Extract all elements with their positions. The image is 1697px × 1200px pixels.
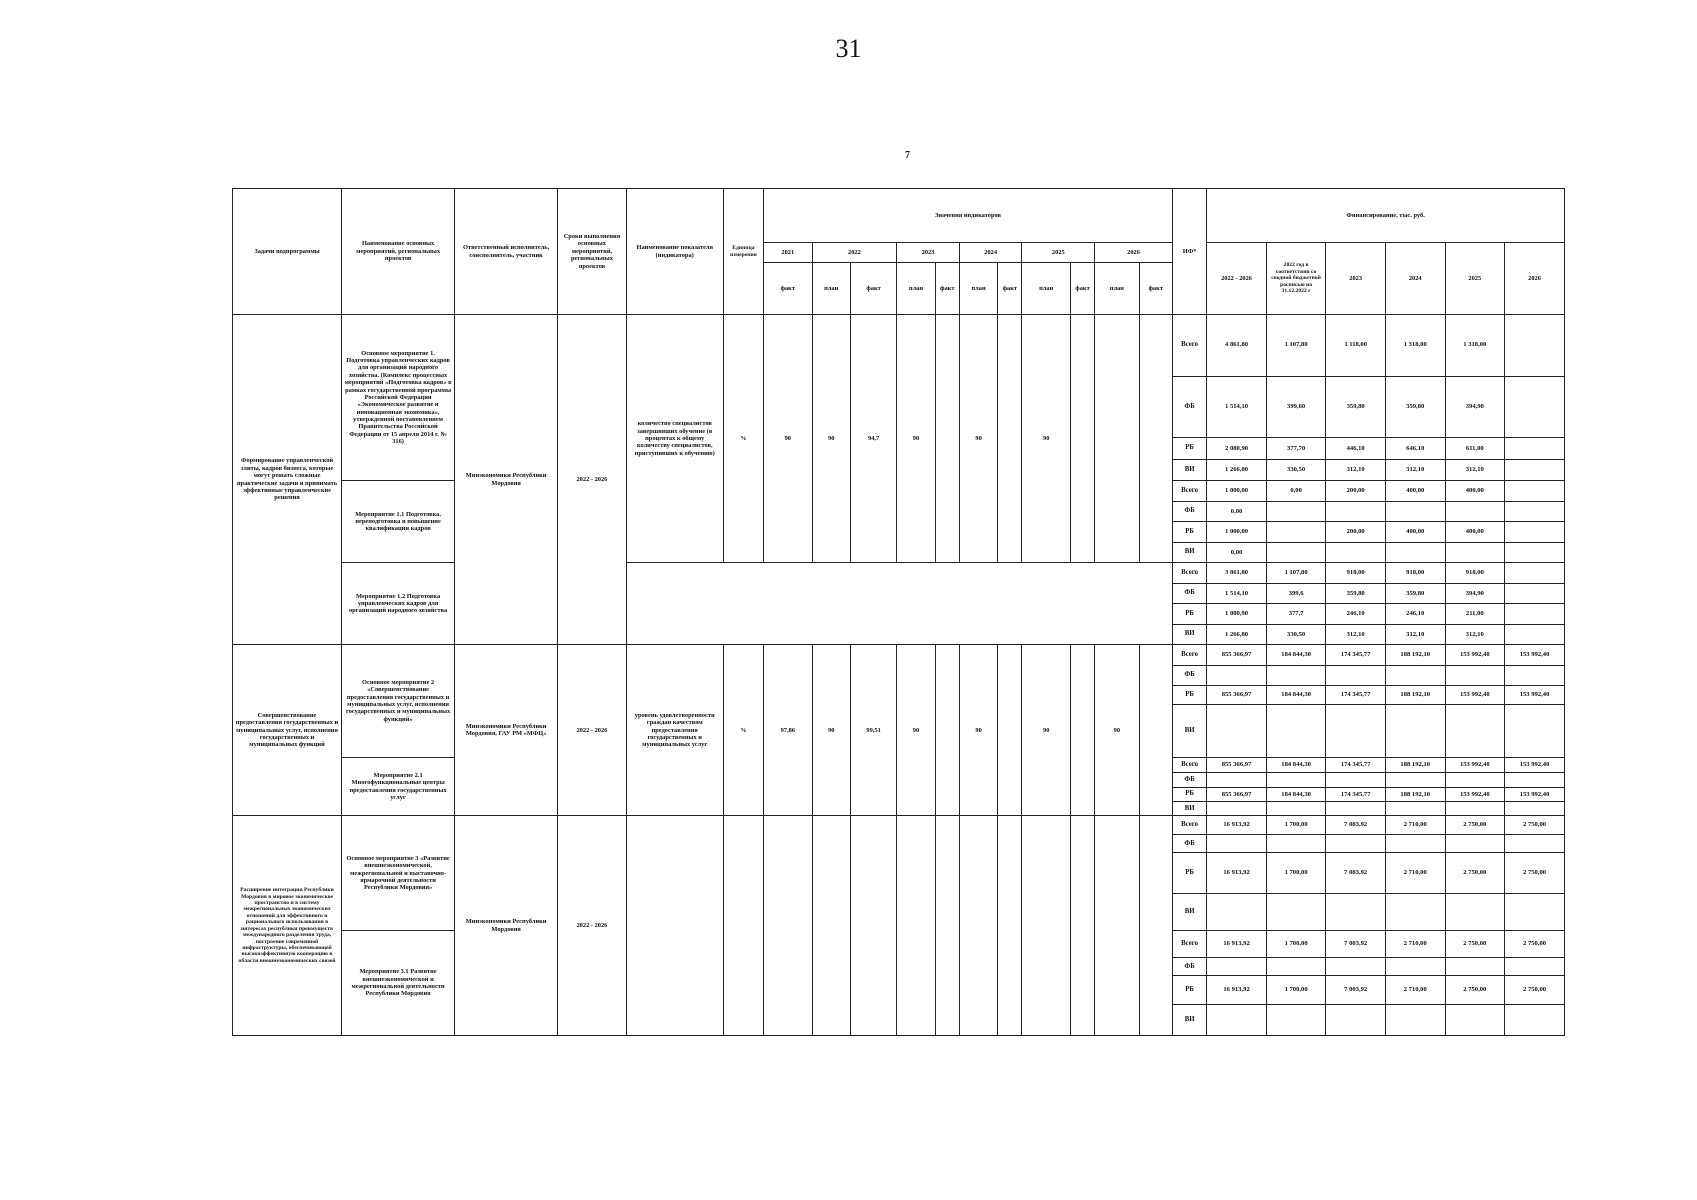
fin-value-cell: 211,00 [1445, 604, 1505, 625]
unit-cell: % [723, 315, 763, 563]
fin-value-cell [1326, 665, 1386, 686]
fin-value-cell: 394,90 [1445, 376, 1505, 438]
fin-value-cell [1445, 957, 1505, 975]
indicator-value-cell [935, 816, 959, 1036]
fin-value-cell: 174 345,77 [1326, 757, 1386, 772]
fin-value-cell [1505, 501, 1565, 522]
fin-value-cell [1326, 542, 1386, 563]
fin-value-cell: 174 345,77 [1326, 645, 1386, 666]
fin-value-cell [1207, 894, 1267, 931]
fin-value-cell: 377,7 [1266, 604, 1326, 625]
fin-value-cell: 2 710,00 [1385, 931, 1445, 958]
fin-value-cell [1207, 704, 1267, 757]
fin-value-cell: 2 750,00 [1445, 976, 1505, 1005]
indicator-value-cell [1139, 816, 1172, 1036]
fin-value-cell: 400,00 [1385, 522, 1445, 543]
indicator-cell: уровень удовлетворенности граждан качеством предоставления государственных и муниципальных услуг [626, 645, 723, 816]
fin-value-cell: 7 003,92 [1326, 853, 1386, 894]
indicator-value-cell [998, 816, 1022, 1036]
fin-value-cell [1505, 604, 1565, 625]
indicator-value-cell: 90 [1095, 645, 1139, 816]
fin-value-cell [1266, 501, 1326, 522]
fin-value-cell [1445, 894, 1505, 931]
fin-value-cell: 153 992,40 [1445, 787, 1505, 801]
fin-value-cell [1266, 957, 1326, 975]
page-number: 31 [835, 34, 862, 63]
fin-value-cell: 1 080,90 [1207, 604, 1267, 625]
fin-value-cell [1385, 501, 1445, 522]
fin-value-cell [1326, 957, 1386, 975]
fin-value-cell: 1 118,00 [1326, 315, 1386, 377]
indicator-value-cell [850, 816, 896, 1036]
fin-value-cell: 174 345,77 [1326, 686, 1386, 704]
fin-value-cell: 399,60 [1266, 376, 1326, 438]
fin-value-cell [1207, 665, 1267, 686]
activity-cell: Основное мероприятие 3 «Развитие внешнеэкономической, межрегиональной и выставочно-ярмарочной деятельности Республики Мордовия» [342, 816, 455, 931]
col-task: Задачи подпрограммы [233, 189, 342, 315]
source-cell: ФБ [1172, 376, 1206, 438]
table-row [233, 563, 1565, 584]
fin-col-total: 2022 - 2026 [1207, 243, 1267, 315]
fin-value-cell: 16 913,92 [1207, 976, 1267, 1005]
fin-value-cell: 1 700,00 [1266, 931, 1326, 958]
fin-value-cell: 312,10 [1326, 624, 1386, 645]
fin-value-cell: 1 700,00 [1266, 853, 1326, 894]
fin-value-cell: 312,10 [1326, 459, 1386, 481]
fin-value-cell [1505, 542, 1565, 563]
source-cell: РБ [1172, 976, 1206, 1005]
fin-col-2024: 2024 [1385, 243, 1445, 315]
col-activity: Наименование основных мероприятий, региональных проектов [342, 189, 455, 315]
activity-cell: Мероприятие 2.1 Многофункциональные центры предоставления государственных услуг [342, 757, 455, 815]
fin-value-cell [1207, 834, 1267, 852]
fin-value-cell: 153 992,40 [1505, 757, 1565, 772]
fin-col-2025: 2025 [1445, 243, 1505, 315]
fin-value-cell: 1 266,80 [1207, 624, 1267, 645]
source-cell: РБ [1172, 604, 1206, 625]
fin-value-cell [1505, 459, 1565, 481]
period-cell: 2022 - 2026 [558, 816, 627, 1036]
fin-value-cell [1385, 542, 1445, 563]
source-cell: ВИ [1172, 624, 1206, 645]
fin-value-cell [1445, 501, 1505, 522]
fin-value-cell [1505, 563, 1565, 584]
fin-value-cell [1505, 801, 1565, 815]
source-cell: ФБ [1172, 957, 1206, 975]
fin-value-cell: 2 750,00 [1505, 853, 1565, 894]
indicator-value-cell [998, 315, 1022, 563]
fin-value-cell: 2 750,00 [1505, 931, 1565, 958]
fin-value-cell [1266, 894, 1326, 931]
fin-value-cell: 0,00 [1207, 501, 1267, 522]
sub-plan: план [812, 263, 850, 315]
fin-value-cell [1385, 665, 1445, 686]
fin-value-cell [1385, 801, 1445, 815]
fin-value-cell [1505, 957, 1565, 975]
program-table [232, 188, 1565, 1036]
fin-value-cell [1266, 834, 1326, 852]
indicator-value-cell [812, 816, 850, 1036]
fin-value-cell [1326, 1004, 1386, 1035]
activity-cell: Мероприятие 1.1 Подготовка, переподготовка и повышение квалификации кадров [342, 481, 455, 563]
fin-value-cell [1445, 773, 1505, 787]
indicator-value-cell: 90 [812, 645, 850, 816]
fin-value-cell [1385, 957, 1445, 975]
indicator-value-cell: 90 [1022, 645, 1070, 816]
unit-cell: % [723, 645, 763, 816]
fin-value-cell [1326, 704, 1386, 757]
indicator-cell: количество специалистов завершивших обучение (в процентах к общему количеству специалистов, приступивших к обучению) [626, 315, 723, 563]
fin-value-cell [1445, 704, 1505, 757]
fin-value-cell: 4 861,80 [1207, 315, 1267, 377]
fin-value-cell: 312,10 [1385, 459, 1445, 481]
fin-value-cell: 184 844,30 [1266, 686, 1326, 704]
fin-value-cell [1505, 438, 1565, 460]
fin-value-cell [1505, 481, 1565, 502]
fin-value-cell: 394,90 [1445, 583, 1505, 604]
fin-value-cell: 188 192,10 [1385, 757, 1445, 772]
fin-value-cell: 153 992,40 [1505, 645, 1565, 666]
indicator-value-cell: 90 [959, 315, 997, 563]
fin-value-cell [1207, 801, 1267, 815]
fin-value-cell: 855 366,97 [1207, 787, 1267, 801]
fin-value-cell [1266, 522, 1326, 543]
fin-value-cell: 399,6 [1266, 583, 1326, 604]
fin-value-cell: 153 992,40 [1445, 645, 1505, 666]
source-cell: РБ [1172, 787, 1206, 801]
source-cell: Всего [1172, 645, 1206, 666]
fin-value-cell: 153 992,40 [1505, 787, 1565, 801]
indicator-value-cell: 90 [897, 315, 935, 563]
col-executor: Ответственный исполнитель, соисполнитель, участник [455, 189, 558, 315]
fin-value-cell [1207, 773, 1267, 787]
fin-value-cell: 1 107,80 [1266, 315, 1326, 377]
indicator-value-cell [1139, 315, 1172, 563]
fin-value-cell: 2 710,00 [1385, 816, 1445, 834]
indicator-cell [626, 816, 723, 1036]
fin-value-cell: 855 366,97 [1207, 645, 1267, 666]
fin-value-cell [1385, 1004, 1445, 1035]
fin-value-cell: 7 003,92 [1326, 931, 1386, 958]
fin-value-cell: 400,00 [1445, 522, 1505, 543]
year-2023: 2023 [897, 243, 960, 263]
fin-value-cell: 330,50 [1266, 459, 1326, 481]
fin-value-cell: 2 750,00 [1505, 976, 1565, 1005]
fin-value-cell: 0,00 [1266, 481, 1326, 502]
fin-value-cell [1505, 522, 1565, 543]
fin-value-cell: 312,10 [1385, 624, 1445, 645]
fin-value-cell [1505, 894, 1565, 931]
source-cell: РБ [1172, 853, 1206, 894]
source-cell: РБ [1172, 686, 1206, 704]
indicator-value-cell [1095, 816, 1139, 1036]
fin-value-cell: 312,10 [1445, 459, 1505, 481]
fin-value-cell [1445, 834, 1505, 852]
indicator-value-cell [1070, 645, 1094, 816]
task-cell: Формирование управленческой элиты, кадров бизнеса, которые могут решать сложные практические задачи и принимать эффективные управленческие решения [233, 315, 342, 645]
col-period: Сроки выполнения основных мероприятий, региональных проектов [558, 189, 627, 315]
fin-value-cell: 1 266,80 [1207, 459, 1267, 481]
sub-fact: факт [764, 263, 812, 315]
source-cell: ФБ [1172, 501, 1206, 522]
fin-value-cell: 7 003,92 [1326, 816, 1386, 834]
source-cell: Всего [1172, 931, 1206, 958]
sub-plan: план [1095, 263, 1139, 315]
source-cell: ФБ [1172, 665, 1206, 686]
fin-value-cell: 400,00 [1385, 481, 1445, 502]
empty-cell [626, 563, 1172, 645]
source-cell: РБ [1172, 522, 1206, 543]
table-header [233, 189, 1565, 315]
fin-value-cell: 184 844,30 [1266, 787, 1326, 801]
indicator-value-cell: 90 [812, 315, 850, 563]
indicator-value-cell [935, 645, 959, 816]
source-cell: ФБ [1172, 773, 1206, 787]
fin-value-cell: 246,10 [1326, 604, 1386, 625]
year-2025: 2025 [1022, 243, 1095, 263]
table-row [233, 816, 1565, 834]
fin-value-cell: 188 192,10 [1385, 787, 1445, 801]
indicator-value-cell: 90 [959, 645, 997, 816]
fin-value-cell: 918,00 [1326, 563, 1386, 584]
fin-value-cell: 312,10 [1445, 624, 1505, 645]
col-unit: Единица измерения [723, 189, 763, 315]
fin-value-cell: 153 992,40 [1445, 686, 1505, 704]
fin-value-cell [1505, 624, 1565, 645]
fin-value-cell: 1 700,00 [1266, 816, 1326, 834]
col-financing: Финансирование, тыс. руб. [1207, 189, 1565, 243]
source-cell: ВИ [1172, 704, 1206, 757]
fin-value-cell: 855 366,97 [1207, 686, 1267, 704]
activity-cell: Мероприятие 1.2 Подготовка управленческих кадров для организаций народного хозяйства [342, 563, 455, 645]
fin-col-2023: 2023 [1326, 243, 1386, 315]
indicator-value-cell [1070, 816, 1094, 1036]
fin-value-cell [1207, 1004, 1267, 1035]
fin-value-cell: 855 366,97 [1207, 757, 1267, 772]
source-cell: РБ [1172, 438, 1206, 460]
fin-value-cell: 918,00 [1445, 563, 1505, 584]
year-2026: 2026 [1095, 243, 1173, 263]
fin-value-cell: 1 107,80 [1266, 563, 1326, 584]
fin-value-cell: 446,10 [1326, 438, 1386, 460]
fin-value-cell: 330,50 [1266, 624, 1326, 645]
fin-value-cell [1505, 1004, 1565, 1035]
period-cell: 2022 - 2026 [558, 315, 627, 645]
fin-value-cell [1385, 773, 1445, 787]
col-source: ИФ* [1172, 189, 1206, 315]
fin-value-cell: 1 318,00 [1445, 315, 1505, 377]
fin-value-cell: 188 192,10 [1385, 645, 1445, 666]
fin-value-cell [1505, 665, 1565, 686]
task-cell: Совершенствование предоставления государственных и муниципальных услуг, исполнения государственных и муниципальных функций [233, 645, 342, 816]
fin-value-cell [1266, 704, 1326, 757]
executor-cell: Минэкономики Республики Мордовия, ГАУ РМ «МФЦ» [455, 645, 558, 816]
fin-value-cell [1505, 315, 1565, 377]
table-row [233, 645, 1565, 666]
fin-value-cell [1326, 801, 1386, 815]
col-indicator: Наименование показателя (индикатора) [626, 189, 723, 315]
fin-value-cell [1266, 773, 1326, 787]
fin-value-cell [1266, 542, 1326, 563]
indicator-value-cell [959, 816, 997, 1036]
fin-value-cell: 188 192,10 [1385, 686, 1445, 704]
fin-value-cell: 2 750,00 [1445, 816, 1505, 834]
fin-value-cell [1385, 704, 1445, 757]
fin-value-cell: 153 992,40 [1505, 686, 1565, 704]
source-cell: ВИ [1172, 1004, 1206, 1035]
sub-plan: план [897, 263, 935, 315]
sub-page-number: 7 [905, 150, 910, 161]
fin-value-cell [1326, 501, 1386, 522]
fin-value-cell [1445, 542, 1505, 563]
indicator-value-cell [935, 315, 959, 563]
fin-value-cell [1445, 1004, 1505, 1035]
fin-value-cell [1266, 801, 1326, 815]
source-cell: ВИ [1172, 542, 1206, 563]
source-cell: ФБ [1172, 834, 1206, 852]
fin-value-cell [1445, 801, 1505, 815]
fin-value-cell: 400,00 [1445, 481, 1505, 502]
fin-value-cell [1505, 834, 1565, 852]
fin-value-cell [1505, 773, 1565, 787]
table-row [233, 315, 1565, 377]
fin-value-cell: 2 750,00 [1505, 816, 1565, 834]
activity-cell: Основное мероприятие 2 «Совершенствование предоставления государственных и муниципальных услуг, исполнения государственных и муниципальных функций» [342, 645, 455, 758]
source-cell: Всего [1172, 816, 1206, 834]
source-cell: ВИ [1172, 459, 1206, 481]
sub-fact: факт [1139, 263, 1172, 315]
source-cell: Всего [1172, 563, 1206, 584]
source-cell: Всего [1172, 315, 1206, 377]
indicator-value-cell [1139, 645, 1172, 816]
fin-value-cell: 174 345,77 [1326, 787, 1386, 801]
fin-value-cell [1385, 894, 1445, 931]
fin-value-cell: 1 000,00 [1207, 522, 1267, 543]
year-2022: 2022 [812, 243, 897, 263]
fin-value-cell: 153 992,40 [1445, 757, 1505, 772]
sub-fact: факт [1070, 263, 1094, 315]
fin-value-cell: 16 913,92 [1207, 853, 1267, 894]
sub-plan: план [959, 263, 997, 315]
fin-value-cell [1385, 834, 1445, 852]
source-cell: Всего [1172, 757, 1206, 772]
fin-value-cell [1445, 665, 1505, 686]
indicator-value-cell: 97,86 [764, 645, 812, 816]
fin-value-cell [1266, 665, 1326, 686]
fin-value-cell: 2 710,00 [1385, 976, 1445, 1005]
source-cell: ВИ [1172, 894, 1206, 931]
fin-value-cell [1326, 894, 1386, 931]
sub-fact: факт [935, 263, 959, 315]
fin-value-cell: 646,10 [1385, 438, 1445, 460]
source-cell: ФБ [1172, 583, 1206, 604]
activity-cell: Мероприятие 3.1 Развитие внешнеэкономической и межрегиональной деятельности Республики Мордовия [342, 931, 455, 1036]
fin-value-cell [1326, 773, 1386, 787]
indicator-value-cell [1022, 816, 1070, 1036]
sub-fact: факт [850, 263, 896, 315]
fin-value-cell: 611,00 [1445, 438, 1505, 460]
indicator-value-cell [1070, 315, 1094, 563]
fin-value-cell [1326, 834, 1386, 852]
indicator-value-cell [998, 645, 1022, 816]
year-2024: 2024 [959, 243, 1022, 263]
activity-cell: Основное мероприятие 1. Подготовка управленческих кадров для организаций народного хозяйства. (Комплекс процессных мероприятий «Подготовка кадров» в рамках государственной программы Российской Федерации «Экономическое развитие и инновационная экономика», утвержденной постановлением Правительства Российской Федерации от 15 апреля 2014 г. № 316) [342, 315, 455, 481]
source-cell: ВИ [1172, 801, 1206, 815]
fin-value-cell: 200,00 [1326, 522, 1386, 543]
table-body [233, 315, 1565, 1036]
indicator-value-cell: 94,7 [850, 315, 896, 563]
fin-value-cell: 359,80 [1326, 583, 1386, 604]
fin-value-cell: 1 514,10 [1207, 376, 1267, 438]
fin-value-cell: 16 913,92 [1207, 931, 1267, 958]
source-cell: Всего [1172, 481, 1206, 502]
fin-value-cell: 918,00 [1385, 563, 1445, 584]
period-cell: 2022 - 2026 [558, 645, 627, 816]
year-2021: 2021 [764, 243, 812, 263]
fin-value-cell: 0,00 [1207, 542, 1267, 563]
fin-value-cell [1505, 704, 1565, 757]
fin-value-cell: 359,80 [1326, 376, 1386, 438]
fin-value-cell: 184 844,30 [1266, 757, 1326, 772]
fin-value-cell: 246,10 [1385, 604, 1445, 625]
indicator-value-cell: 90 [897, 645, 935, 816]
fin-value-cell: 1 700,00 [1266, 976, 1326, 1005]
sub-fact: факт [998, 263, 1022, 315]
indicator-value-cell [897, 816, 935, 1036]
fin-value-cell: 2 710,00 [1385, 853, 1445, 894]
fin-value-cell: 1 318,00 [1385, 315, 1445, 377]
fin-value-cell: 377,70 [1266, 438, 1326, 460]
fin-value-cell: 2 750,00 [1445, 853, 1505, 894]
indicator-value-cell: 90 [764, 315, 812, 563]
fin-value-cell: 359,80 [1385, 376, 1445, 438]
task-cell: Расширение интеграции Республики Мордовия в мировое экономическое пространство и в систему межрегиональных экономических отношений для эффективного и рационального использования в интересах республики преимуществ международного разделения труда, построение современной инфраструктуры, обеспечивающей высокоэффективную кооперацию в области внешнеэкономических связей [233, 816, 342, 1036]
fin-col-2026: 2026 [1505, 243, 1565, 315]
fin-value-cell: 16 913,92 [1207, 816, 1267, 834]
fin-value-cell: 2 080,90 [1207, 438, 1267, 460]
executor-cell: Минэкономики Республики Мордовия [455, 315, 558, 645]
executor-cell: Минэкономики Республики Мордовия [455, 816, 558, 1036]
indicator-value-cell [1095, 315, 1139, 563]
col-indicator-values: Значения индикаторов [764, 189, 1173, 243]
indicator-value-cell: 90 [1022, 315, 1070, 563]
fin-value-cell: 184 844,30 [1266, 645, 1326, 666]
fin-value-cell: 7 003,92 [1326, 976, 1386, 1005]
fin-value-cell: 359,80 [1385, 583, 1445, 604]
indicator-value-cell [764, 816, 812, 1036]
fin-value-cell: 2 750,00 [1445, 931, 1505, 958]
fin-value-cell [1266, 1004, 1326, 1035]
fin-value-cell: 1 514,10 [1207, 583, 1267, 604]
indicator-value-cell: 99,51 [850, 645, 896, 816]
fin-value-cell: 3 861,80 [1207, 563, 1267, 584]
unit-cell [723, 816, 763, 1036]
fin-value-cell: 1 000,00 [1207, 481, 1267, 502]
fin-value-cell [1505, 376, 1565, 438]
sub-plan: план [1022, 263, 1070, 315]
fin-value-cell [1505, 583, 1565, 604]
fin-col-2022: 2022 год в соответствии со сводной бюджетной росписью на 31.12.2022 г [1266, 243, 1326, 315]
fin-value-cell: 200,00 [1326, 481, 1386, 502]
fin-value-cell [1207, 957, 1267, 975]
